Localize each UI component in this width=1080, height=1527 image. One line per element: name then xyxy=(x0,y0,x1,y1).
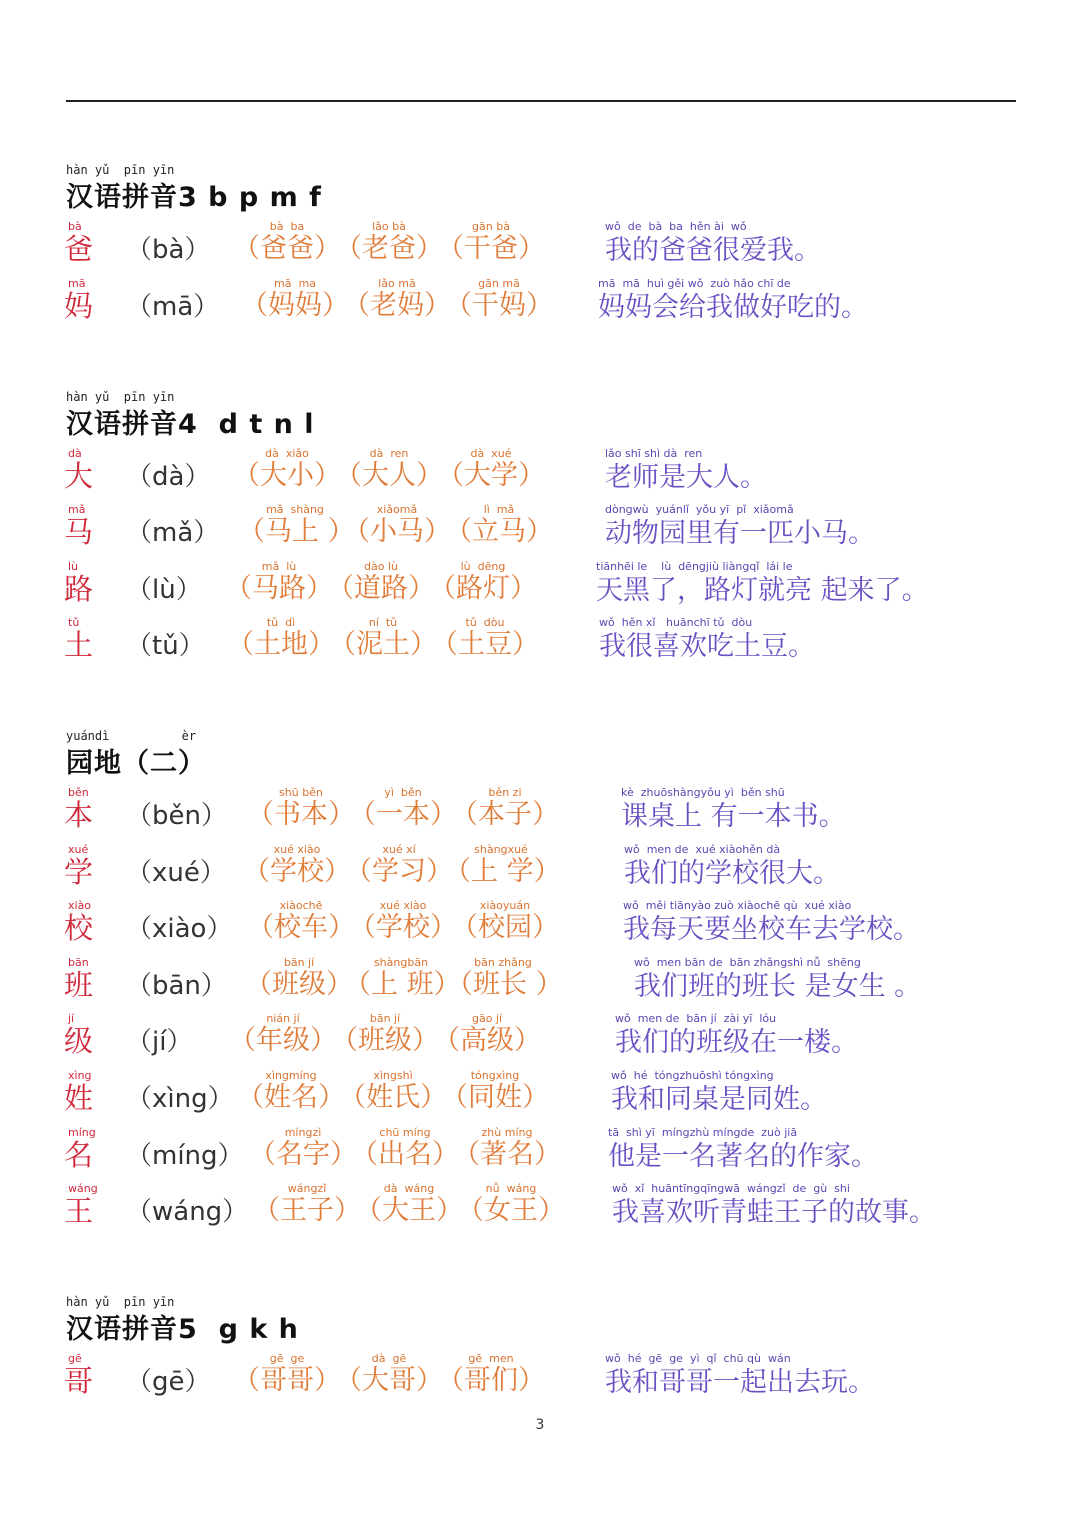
sentence-pinyin: wǒ de bà ba hěn ài wǒ xyxy=(605,220,747,233)
sentence-pinyin: wǒ hé gē ge yì qǐ chū qù wán xyxy=(605,1352,791,1365)
character-reading: （wáng） xyxy=(126,1197,249,1227)
sentence-text: 我和哥哥一起出去玩。 xyxy=(605,1367,875,1398)
character-reading: （xué） xyxy=(126,858,226,888)
word-item xyxy=(233,447,341,503)
word-item xyxy=(227,616,335,672)
character-pinyin: mā xyxy=(68,277,86,290)
character-pinyin: gē xyxy=(68,1352,82,1365)
character-reading: （tǔ） xyxy=(126,631,205,661)
word-pinyin: gān bà xyxy=(472,220,510,233)
word-pinyin: xiàoyuán xyxy=(479,899,531,912)
word-item xyxy=(233,1352,341,1408)
character-row xyxy=(0,1352,1080,1409)
word-item xyxy=(351,1126,459,1182)
word-text: （泥土） xyxy=(329,629,437,660)
example-sentence xyxy=(623,899,920,948)
character-row xyxy=(0,447,1080,504)
character-pinyin: wáng xyxy=(68,1182,98,1195)
word-text: （土地） xyxy=(227,629,335,660)
word-text: （本子） xyxy=(451,799,559,830)
example-sentence xyxy=(608,1126,878,1175)
character-pinyin: tǔ xyxy=(68,616,80,629)
word-item xyxy=(437,1352,545,1408)
sentence-pinyin: wǒ měi tiānyào zuò xiàochē qù xué xiào xyxy=(623,899,852,912)
word-pinyin: nián jí xyxy=(266,1012,300,1025)
character-row xyxy=(0,1069,1080,1126)
word-pinyin: tóngxìng xyxy=(470,1069,520,1082)
word-item xyxy=(339,1069,447,1125)
character: 马 xyxy=(64,515,94,549)
word-pinyin: bān zhǎng xyxy=(474,956,532,969)
word-pinyin: mā ma xyxy=(274,277,316,290)
word-pinyin: lǎo mā xyxy=(378,277,416,290)
sentence-pinyin: mā mā huì gěi wǒ zuò hǎo chī de xyxy=(598,277,791,290)
word-text: （大哥） xyxy=(335,1365,443,1396)
word-pinyin: zhù míng xyxy=(481,1126,533,1139)
word-pinyin: dà gē xyxy=(371,1352,407,1365)
character-reading: （xìng） xyxy=(126,1084,234,1114)
word-list xyxy=(238,503,553,559)
word-item xyxy=(238,503,355,559)
word-list xyxy=(241,277,553,333)
character-reading: （míng） xyxy=(126,1141,244,1171)
word-list xyxy=(249,1126,561,1182)
character-row xyxy=(0,956,1080,1013)
word-pinyin: lù dēng xyxy=(460,560,506,573)
character: 姓 xyxy=(64,1081,94,1115)
word-pinyin: dào lù xyxy=(364,560,398,573)
word-item xyxy=(335,220,443,276)
sentence-pinyin: lǎo shī shì dà ren xyxy=(605,447,703,460)
character-reading: （gē） xyxy=(126,1367,211,1397)
word-text: （学习） xyxy=(345,856,453,887)
word-text: （校车） xyxy=(247,912,355,943)
character-reading: （jí） xyxy=(126,1027,193,1057)
word-text: （道路） xyxy=(327,573,435,604)
sentence-pinyin: kè zhuōshàngyǒu yì běn shū xyxy=(621,786,785,799)
word-text: （一本） xyxy=(349,799,457,830)
character-reading: （dà） xyxy=(126,462,211,492)
word-pinyin: xué xí xyxy=(382,843,416,856)
word-list xyxy=(233,447,545,503)
word-item xyxy=(329,616,437,672)
word-item xyxy=(445,503,553,559)
character-reading: （mā） xyxy=(126,292,220,322)
character-row xyxy=(0,277,1080,334)
word-item xyxy=(431,616,539,672)
sentence-pinyin: wǒ men bān de bān zhǎngshì nǚ shēng xyxy=(634,956,861,969)
word-text: （哥哥） xyxy=(233,1365,341,1396)
sentence-text: 我的爸爸很爱我。 xyxy=(605,235,821,266)
word-item xyxy=(453,1126,561,1182)
top-rule xyxy=(66,100,1016,102)
character: 校 xyxy=(64,911,94,945)
word-item xyxy=(247,899,355,955)
word-text: （马上 ） xyxy=(238,516,355,547)
word-pinyin: gān mā xyxy=(478,277,520,290)
word-text: （姓氏） xyxy=(339,1082,447,1113)
word-item xyxy=(225,560,333,616)
word-list xyxy=(237,1069,549,1125)
word-text: （年级） xyxy=(229,1025,337,1056)
character: 哥 xyxy=(64,1364,94,1398)
word-item xyxy=(429,560,537,616)
example-sentence xyxy=(621,786,846,835)
character: 学 xyxy=(64,855,94,889)
word-item xyxy=(444,843,561,899)
section-title-pinyin: yuándì èr xyxy=(66,729,197,743)
character-row xyxy=(0,1126,1080,1183)
word-pinyin: mǎ lù xyxy=(261,560,297,573)
word-item xyxy=(344,956,461,1012)
word-item xyxy=(237,1069,345,1125)
example-sentence xyxy=(634,956,921,1005)
word-pinyin: gē ge xyxy=(269,1352,305,1365)
word-text: （老爸） xyxy=(335,233,443,264)
section-title-pinyin: hàn yǔ pīn yīn xyxy=(66,163,175,177)
character-pinyin: lù xyxy=(68,560,79,573)
character: 本 xyxy=(64,798,94,832)
word-pinyin: dà xiǎo xyxy=(265,447,309,460)
word-item xyxy=(445,277,553,333)
sentence-text: 我很喜欢吃土豆。 xyxy=(599,631,815,662)
word-item xyxy=(247,786,355,842)
example-sentence xyxy=(605,1352,875,1401)
section-title: 汉语拼音5 g k h xyxy=(66,1314,299,1345)
word-text: （立马） xyxy=(445,516,553,547)
word-pinyin: dà wáng xyxy=(383,1182,435,1195)
word-text: （上 班） xyxy=(344,969,461,1000)
sentence-pinyin: dòngwù yuánlǐ yǒu yī pǐ xiǎomǎ xyxy=(605,503,794,516)
word-item xyxy=(335,1352,443,1408)
example-sentence xyxy=(611,1069,827,1118)
sentence-text: 我每天要坐校车去学校。 xyxy=(623,914,920,945)
word-pinyin: shàngxué xyxy=(474,843,528,856)
word-text: （路灯） xyxy=(429,573,537,604)
character-row xyxy=(0,786,1080,843)
word-item xyxy=(345,843,453,899)
section-title-pinyin: hàn yǔ pīn yīn xyxy=(66,1295,175,1309)
example-sentence xyxy=(605,220,821,269)
example-sentence xyxy=(624,843,840,892)
word-pinyin: xìngshì xyxy=(373,1069,413,1082)
sentence-pinyin: wǒ hěn xǐ huānchī tǔ dòu xyxy=(599,616,753,629)
sentence-text: 天黑了，路灯就亮 起来了。 xyxy=(596,575,929,606)
character: 级 xyxy=(64,1024,94,1058)
character-row xyxy=(0,1012,1080,1069)
word-text: （班长 ） xyxy=(446,969,563,1000)
character-reading: （běn） xyxy=(126,801,227,831)
sentence-text: 老师是大人。 xyxy=(605,462,767,493)
word-item xyxy=(233,220,341,276)
word-text: （上 学） xyxy=(444,856,561,887)
character-reading: （lù） xyxy=(126,575,202,605)
word-pinyin: bà ba xyxy=(269,220,305,233)
section-title: 园地（二） xyxy=(66,748,206,779)
character-reading: （xiào） xyxy=(126,914,233,944)
word-item xyxy=(245,956,353,1012)
word-pinyin: chū míng xyxy=(379,1126,431,1139)
character: 名 xyxy=(64,1138,94,1172)
character: 土 xyxy=(64,628,94,662)
word-text: （老妈） xyxy=(343,290,451,321)
character-pinyin: bān xyxy=(68,956,89,969)
word-pinyin: gāo jí xyxy=(471,1012,503,1025)
word-pinyin: lǎo bà xyxy=(372,220,406,233)
word-item xyxy=(437,447,545,503)
character-row xyxy=(0,616,1080,673)
word-item xyxy=(327,560,435,616)
sentence-text: 我们的班级在一楼。 xyxy=(615,1027,858,1058)
character-row xyxy=(0,1182,1080,1239)
character: 路 xyxy=(64,572,94,606)
word-item xyxy=(253,1182,361,1238)
word-pinyin: bān jí xyxy=(283,956,315,969)
word-text: （干妈） xyxy=(445,290,553,321)
section-title: 汉语拼音4 d t n l xyxy=(66,409,315,440)
character: 妈 xyxy=(64,289,94,323)
word-item xyxy=(229,1012,337,1068)
example-sentence xyxy=(596,560,929,609)
word-pinyin: xiàochē xyxy=(279,899,323,912)
character-row xyxy=(0,503,1080,560)
word-text: （校园） xyxy=(451,912,559,943)
sentence-text: 我们班的班长 是女生 。 xyxy=(634,971,922,1002)
word-text: （爸爸） xyxy=(233,233,341,264)
character-row xyxy=(0,560,1080,617)
word-text: （大王） xyxy=(355,1195,463,1226)
word-pinyin: běn zi xyxy=(488,786,522,799)
word-item xyxy=(331,1012,439,1068)
sentence-pinyin: wǒ men de xué xiàohěn dà xyxy=(624,843,781,856)
word-pinyin: xìngmíng xyxy=(265,1069,317,1082)
word-item xyxy=(243,843,351,899)
sentence-text: 我喜欢听青蛙王子的故事。 xyxy=(612,1197,936,1228)
word-text: （班级） xyxy=(245,969,353,1000)
word-pinyin: míngzì xyxy=(284,1126,322,1139)
character-pinyin: jí xyxy=(68,1012,75,1025)
word-item xyxy=(241,277,349,333)
word-pinyin: shàngbān xyxy=(373,956,429,969)
character: 爸 xyxy=(64,232,94,266)
sentence-pinyin: wǒ men de bān jí zài yī lóu xyxy=(615,1012,777,1025)
sentence-text: 他是一名著名的作家。 xyxy=(608,1141,878,1172)
word-pinyin: xiǎomǎ xyxy=(376,503,418,516)
word-list xyxy=(253,1182,565,1238)
word-text: （姓名） xyxy=(237,1082,345,1113)
character: 王 xyxy=(64,1194,94,1228)
word-item xyxy=(441,1069,549,1125)
word-pinyin: mǎ shàng xyxy=(266,503,324,516)
word-text: （土豆） xyxy=(431,629,539,660)
word-text: （哥们） xyxy=(437,1365,545,1396)
character: 大 xyxy=(64,459,94,493)
sentence-text: 我们的学校很大。 xyxy=(624,858,840,889)
word-text: （书本） xyxy=(247,799,355,830)
word-pinyin: xué xiào xyxy=(273,843,321,856)
word-pinyin: dà xué xyxy=(470,447,512,460)
section-title: 汉语拼音3 b p m f xyxy=(66,182,322,213)
character-pinyin: bà xyxy=(68,220,82,233)
word-text: （王子） xyxy=(253,1195,361,1226)
word-item xyxy=(437,220,545,276)
example-sentence xyxy=(605,447,767,496)
sentence-text: 妈妈会给我做好吃的。 xyxy=(598,292,868,323)
word-list xyxy=(247,899,559,955)
character-pinyin: míng xyxy=(68,1126,96,1139)
word-pinyin: shū běn xyxy=(279,786,323,799)
word-list xyxy=(227,616,539,672)
word-pinyin: tǔ dì xyxy=(266,616,296,629)
word-item xyxy=(457,1182,565,1238)
word-pinyin: lì mǎ xyxy=(483,503,515,516)
word-text: （大人） xyxy=(335,460,443,491)
example-sentence xyxy=(615,1012,858,1061)
word-list xyxy=(247,786,559,842)
word-text: （学校） xyxy=(349,912,457,943)
sentence-pinyin: wǒ hé tóngzhuōshì tóngxìng xyxy=(611,1069,774,1082)
word-list xyxy=(229,1012,541,1068)
sentence-text: 我和同桌是同姓。 xyxy=(611,1084,827,1115)
word-text: （著名） xyxy=(453,1139,561,1170)
example-sentence xyxy=(598,277,868,326)
word-item xyxy=(451,899,559,955)
character-row xyxy=(0,899,1080,956)
character: 班 xyxy=(64,968,94,1002)
example-sentence xyxy=(599,616,815,665)
character-reading: （mǎ） xyxy=(126,518,220,548)
character-row xyxy=(0,220,1080,277)
sentence-pinyin: wǒ xǐ huāntīngqīngwā wángzǐ de gù shi xyxy=(612,1182,850,1195)
word-item xyxy=(451,786,559,842)
character-reading: （bà） xyxy=(126,235,211,265)
word-text: （大小） xyxy=(233,460,341,491)
word-text: （班级） xyxy=(331,1025,439,1056)
word-list xyxy=(233,220,545,276)
sentence-text: 课桌上 有一本书。 xyxy=(621,801,846,832)
word-item xyxy=(343,503,451,559)
character-pinyin: běn xyxy=(68,786,89,799)
word-pinyin: ní tǔ xyxy=(368,616,398,629)
word-item xyxy=(343,277,451,333)
word-text: （小马） xyxy=(343,516,451,547)
word-text: （同姓） xyxy=(441,1082,549,1113)
word-item xyxy=(355,1182,463,1238)
word-text: （马路） xyxy=(225,573,333,604)
character-row xyxy=(0,843,1080,900)
word-list xyxy=(225,560,537,616)
sentence-pinyin: tiānhēi le lù dēngjiù liàngqǐ lái le xyxy=(596,560,793,573)
word-pinyin: dà ren xyxy=(369,447,409,460)
word-list xyxy=(243,843,561,899)
word-item xyxy=(433,1012,541,1068)
word-item xyxy=(249,1126,357,1182)
word-text: （名字） xyxy=(249,1139,357,1170)
word-pinyin: yì běn xyxy=(384,786,422,799)
word-item xyxy=(446,956,563,1012)
word-text: （女王） xyxy=(457,1195,565,1226)
word-pinyin: wángzǐ xyxy=(287,1182,327,1195)
example-sentence xyxy=(605,503,875,552)
character-pinyin: xìng xyxy=(68,1069,92,1082)
word-pinyin: gē men xyxy=(468,1352,514,1365)
word-text: （大学） xyxy=(437,460,545,491)
word-text: （出名） xyxy=(351,1139,459,1170)
word-item xyxy=(349,899,457,955)
character-pinyin: dà xyxy=(68,447,82,460)
word-text: （妈妈） xyxy=(241,290,349,321)
word-pinyin: nǚ wáng xyxy=(485,1182,537,1195)
word-item xyxy=(335,447,443,503)
word-pinyin: xué xiào xyxy=(379,899,427,912)
word-item xyxy=(349,786,457,842)
section-title-pinyin: hàn yǔ pīn yīn xyxy=(66,390,175,404)
example-sentence xyxy=(612,1182,936,1231)
sentence-pinyin: tā shì yī míngzhù míngde zuò jiā xyxy=(608,1126,798,1139)
word-text: （干爸） xyxy=(437,233,545,264)
word-pinyin: tǔ dòu xyxy=(465,616,505,629)
word-text: （学校） xyxy=(243,856,351,887)
character-pinyin: xiào xyxy=(68,899,92,912)
word-list xyxy=(233,1352,545,1408)
character-pinyin: xué xyxy=(68,843,89,856)
word-pinyin: bān jí xyxy=(369,1012,401,1025)
character-reading: （bān） xyxy=(126,971,227,1001)
sentence-text: 动物园里有一匹小马。 xyxy=(605,518,875,549)
page-number: 3 xyxy=(535,1417,545,1433)
word-text: （高级） xyxy=(433,1025,541,1056)
word-list xyxy=(245,956,563,1012)
character-pinyin: mǎ xyxy=(68,503,86,516)
